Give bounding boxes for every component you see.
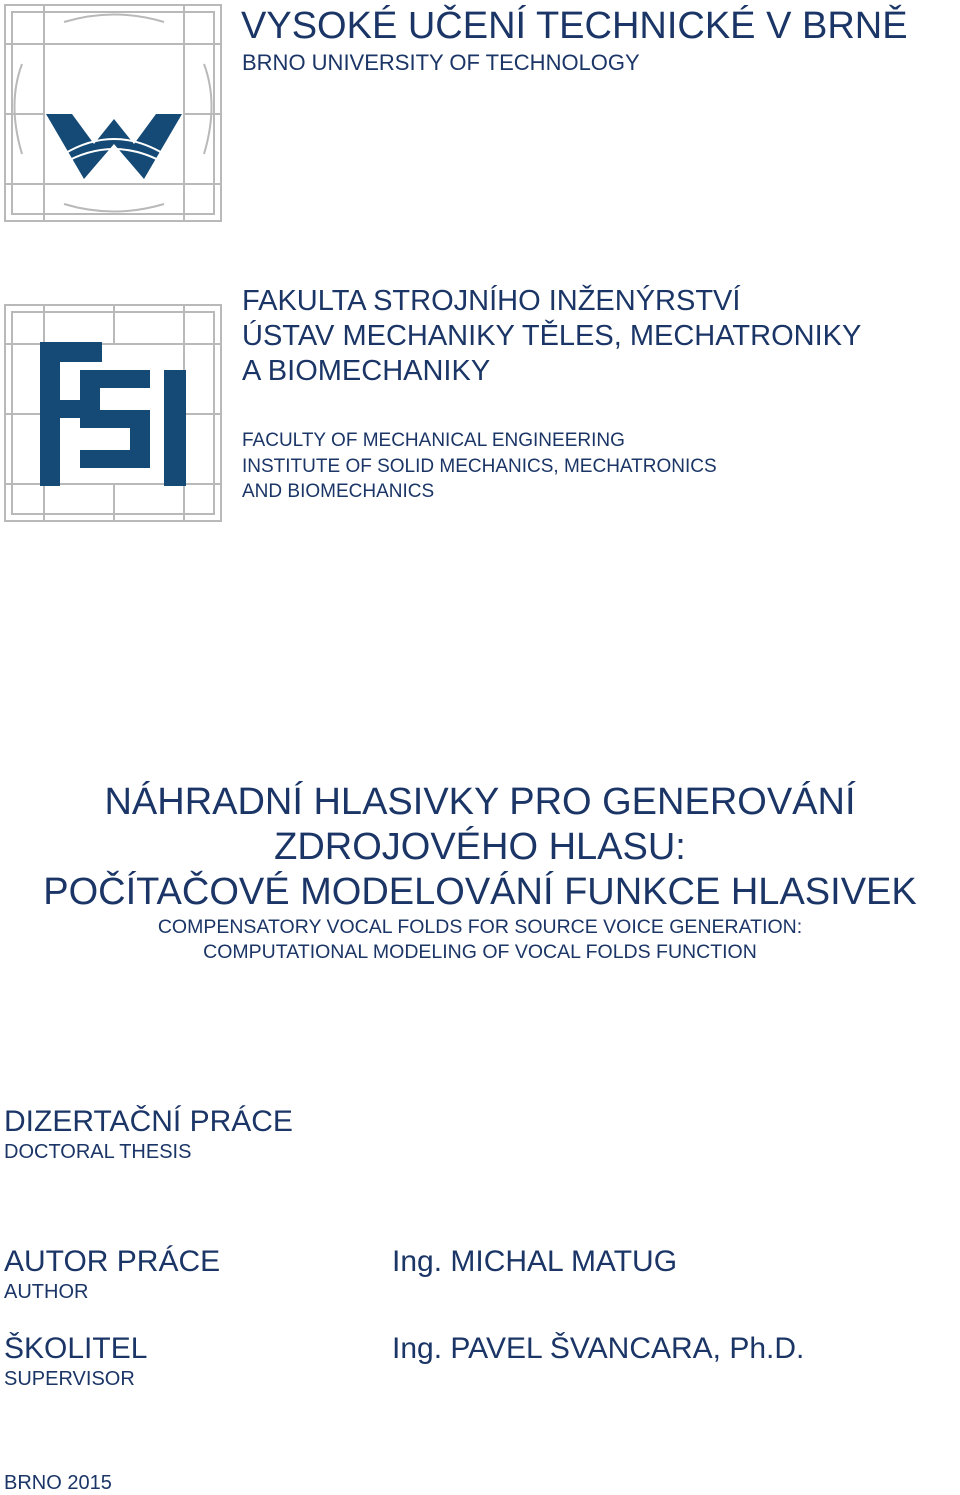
thesis-title-en-line: COMPUTATIONAL MODELING OF VOCAL FOLDS FUNCTION (203, 941, 757, 963)
university-name-en: BRNO UNIVERSITY OF TECHNOLOGY (242, 50, 640, 75)
thesis-title-cz-line: NÁHRADNÍ HLASIVKY PRO GENEROVÁNÍ (104, 781, 856, 823)
thesis-title-en-line: COMPENSATORY VOCAL FOLDS FOR SOURCE VOICE GENERATION: (157, 916, 803, 938)
author-name: Ing. MICHAL MATUG (392, 1245, 678, 1278)
faculty-cz-line: FAKULTA STROJNÍHO INŽENÝRSTVÍ (242, 285, 741, 317)
faculty-cz-line: A BIOMECHANIKY (242, 355, 491, 387)
faculty-en-line: FACULTY OF MECHANICAL ENGINEERING (242, 430, 625, 451)
vut-logo (4, 4, 222, 222)
faculty-cz-line: ÚSTAV MECHANIKY TĚLES, MECHATRONIKY (242, 320, 862, 352)
faculty-en-line: INSTITUTE OF SOLID MECHANICS, MECHATRONICS (242, 455, 717, 477)
thesis-type-cz: DIZERTAČNÍ PRÁCE (4, 1105, 293, 1138)
author-label-cz: AUTOR PRÁCE (4, 1245, 221, 1278)
place-year: BRNO 2015 (4, 1472, 112, 1494)
thesis-title-cz (0, 780, 960, 915)
thesis-title-cz-line: POČÍTAČOVÉ MODELOVÁNÍ FUNKCE HLASIVEK (43, 871, 917, 913)
author-label-en: AUTHOR (4, 1281, 89, 1303)
supervisor-name: Ing. PAVEL ŠVANCARA, Ph.D. (392, 1332, 805, 1365)
university-name-cz: VYSOKÉ UČENÍ TECHNICKÉ V BRNĚ (241, 5, 908, 47)
faculty-name-en (242, 428, 717, 505)
faculty-en-line: AND BIOMECHANICS (242, 481, 435, 502)
thesis-title-en (0, 915, 960, 965)
fsi-logo (4, 304, 222, 522)
faculty-name-cz (242, 284, 861, 389)
thesis-type-en: DOCTORAL THESIS (4, 1141, 192, 1163)
supervisor-label-cz: ŠKOLITEL (4, 1332, 148, 1365)
thesis-title-cz-line: ZDROJOVÉHO HLASU: (274, 826, 686, 868)
supervisor-label-en: SUPERVISOR (4, 1368, 135, 1390)
